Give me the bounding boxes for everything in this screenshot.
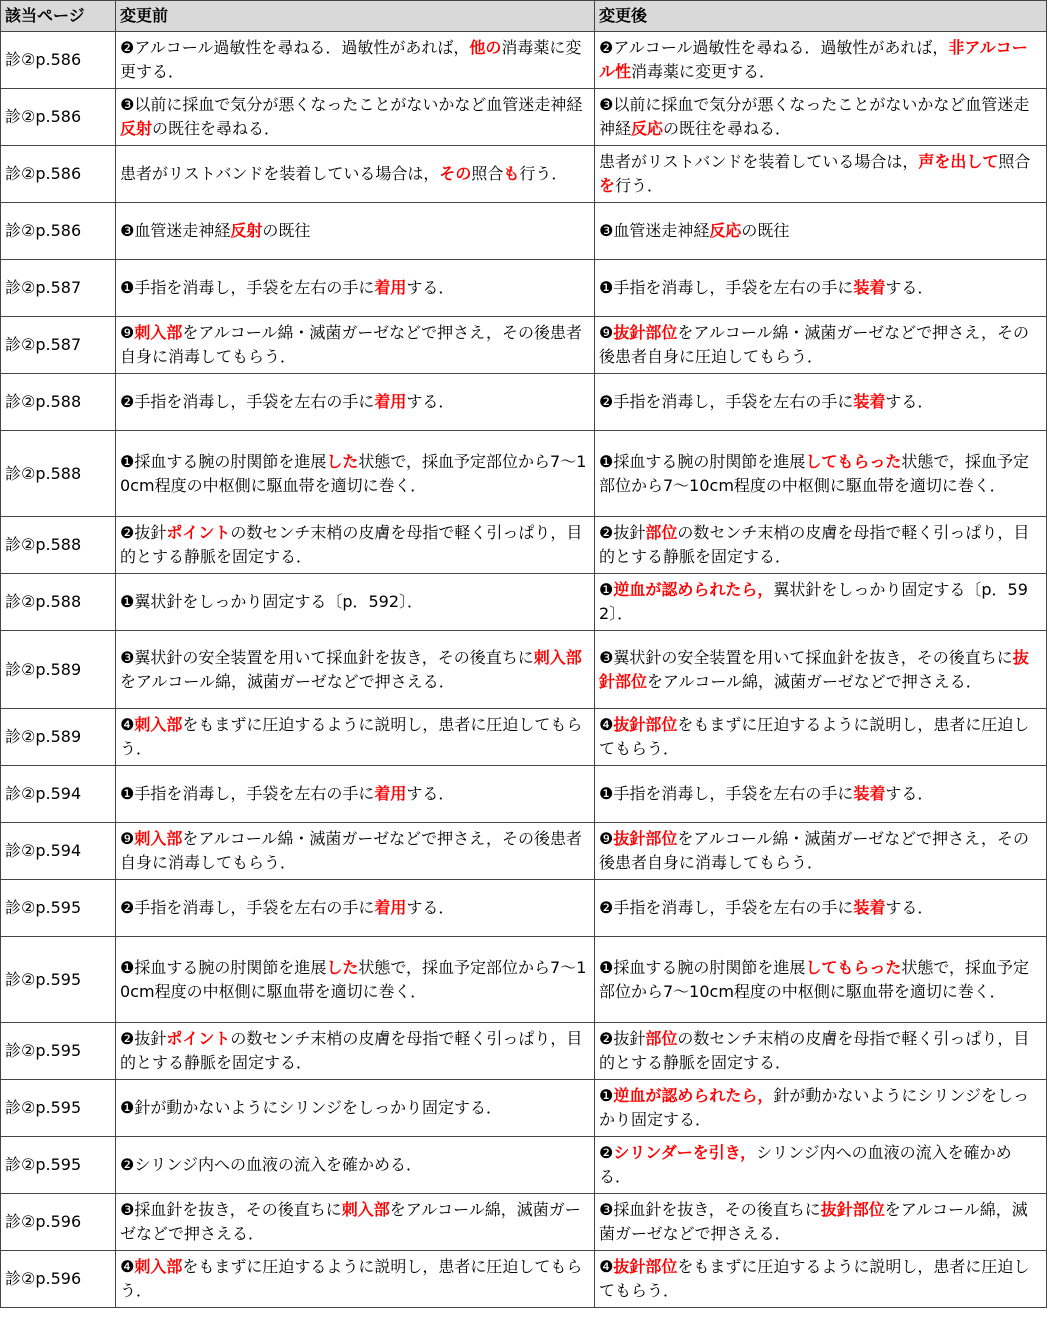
table-row: [1, 374, 1047, 431]
page-ref: 診②p.588: [1, 574, 116, 631]
before-text: [116, 709, 595, 766]
changed-text: 着用: [374, 898, 407, 917]
before-text: [116, 631, 595, 709]
changed-text: その: [439, 164, 472, 183]
text-segment: をもまずに圧迫するように説明し，患者に圧迫してもらう．: [120, 715, 583, 758]
before-text: [116, 374, 595, 431]
changed-text: 刺入部: [134, 1257, 183, 1276]
text-segment: ❸採血針を抜き，その後直ちに: [599, 1200, 821, 1219]
after-text: [595, 1080, 1047, 1137]
changed-text: 抜針部位: [613, 1257, 678, 1276]
text-segment: ❷手指を消毒し，手袋を左右の手に: [599, 392, 854, 411]
text-segment: ❶: [599, 580, 614, 599]
text-segment: ❹: [599, 715, 614, 734]
text-segment: ❷手指を消毒し，手袋を左右の手に: [599, 898, 854, 917]
changed-text: 装着: [853, 898, 886, 917]
text-segment: シリンジ内への血液の流入を確かめる．: [599, 1143, 1012, 1186]
text-segment: 消毒薬に変更する．: [120, 38, 582, 81]
text-segment: ❶手指を消毒し，手袋を左右の手に: [120, 784, 375, 803]
page-ref: 診②p.595: [1, 1080, 116, 1137]
page-ref: 診②p.587: [1, 317, 116, 374]
after-text: [595, 89, 1047, 146]
text-segment: をアルコール綿，滅菌ガーゼなどで押さえる．: [120, 1200, 581, 1243]
text-segment: 患者がリストバンドを装着している場合は，: [599, 152, 919, 171]
text-segment: をアルコール綿，滅菌ガーゼなどで押さえる．: [599, 1200, 1028, 1243]
text-segment: の数センチ末梢の皮膚を母指で軽く引っぱり，目的とする静脈を固定する．: [120, 523, 583, 566]
text-segment: ❶手指を消毒し，手袋を左右の手に: [599, 784, 854, 803]
page-ref: 診②p.586: [1, 32, 116, 89]
after-text: [595, 1194, 1047, 1251]
before-text: [116, 1023, 595, 1080]
changed-text: 刺入部: [341, 1200, 390, 1219]
before-text: [116, 32, 595, 89]
before-text: [116, 146, 595, 203]
changed-text: 抜針部位: [599, 647, 1029, 691]
text-segment: ❶: [599, 1086, 614, 1105]
table-row: [1, 32, 1047, 89]
text-segment: の数センチ末梢の皮膚を母指で軽く引っぱり，目的とする静脈を固定する．: [599, 523, 1030, 566]
text-segment: ❷手指を消毒し，手袋を左右の手に: [120, 898, 375, 917]
before-text: [116, 766, 595, 823]
text-segment: をもまずに圧迫するように説明し，患者に圧迫してもらう．: [599, 715, 1030, 758]
table-row: [1, 1251, 1047, 1308]
page-ref: 診②p.595: [1, 1137, 116, 1194]
text-segment: ❹: [599, 1257, 614, 1276]
text-segment: ❾: [599, 829, 614, 848]
text-segment: 行う．: [519, 164, 568, 183]
text-segment: 消毒薬に変更する．: [631, 62, 776, 81]
after-text: [595, 709, 1047, 766]
text-segment: ❶採血する腕の肘関節を進展: [120, 957, 327, 977]
table-row: [1, 431, 1047, 517]
before-text: [116, 823, 595, 880]
text-segment: 照合: [471, 164, 504, 183]
table-row: [1, 937, 1047, 1023]
text-segment: ❷抜針: [120, 523, 167, 542]
changed-text: 反応: [631, 119, 664, 138]
page-ref: 診②p.588: [1, 517, 116, 574]
changed-text: 装着: [853, 392, 886, 411]
text-segment: する．: [406, 898, 455, 917]
changed-text: 逆血が認められたら，: [613, 1086, 774, 1105]
page-ref: 診②p.596: [1, 1251, 116, 1308]
text-segment: をもまずに圧迫するように説明し，患者に圧迫してもらう．: [599, 1257, 1030, 1300]
text-segment: をアルコール綿・滅菌ガーゼなどで押さえ，その後患者自身に消毒してもらう．: [120, 323, 583, 366]
before-text: [116, 260, 595, 317]
before-text: [116, 317, 595, 374]
table-row: [1, 709, 1047, 766]
table-body: [1, 32, 1047, 1308]
changed-text: 抜針部位: [613, 715, 678, 734]
after-text: [595, 1023, 1047, 1080]
text-segment: ❶採血する腕の肘関節を進展: [599, 451, 806, 471]
page-ref: 診②p.588: [1, 431, 116, 517]
text-segment: ❹: [120, 1257, 135, 1276]
after-text: [595, 937, 1047, 1023]
changed-text: 他の: [469, 38, 502, 57]
text-segment: ❸翼状針の安全装置を用いて採血針を抜き，その後直ちに: [599, 647, 1013, 667]
text-segment: ❶採血する腕の肘関節を進展: [120, 451, 327, 471]
text-segment: する．: [885, 392, 934, 411]
table-row: [1, 1137, 1047, 1194]
text-segment: ❸採血針を抜き，その後直ちに: [120, 1200, 342, 1219]
page-ref: 診②p.595: [1, 937, 116, 1023]
before-text: [116, 431, 595, 517]
table-row: [1, 880, 1047, 937]
text-segment: 状態で，採血予定部位から7～10cm程度の中枢側に駆血帯を適切に巻く．: [599, 957, 1030, 1001]
changed-text: 装着: [853, 784, 886, 803]
text-segment: をアルコール綿・滅菌ガーゼなどで押さえ，その後患者自身に消毒してもらう．: [599, 829, 1030, 872]
table-row: [1, 260, 1047, 317]
text-segment: 翼状針をしっかり固定する〔p．592〕．: [599, 580, 1028, 623]
table-row: [1, 203, 1047, 260]
changed-text: ポイント: [166, 523, 231, 542]
changed-text: 着用: [374, 784, 407, 803]
header-row: [1, 1, 1047, 32]
text-segment: の数センチ末梢の皮膚を母指で軽く引っぱり，目的とする静脈を固定する．: [599, 1029, 1030, 1072]
page-ref: 診②p.594: [1, 766, 116, 823]
text-segment: の既往を尋ねる．: [663, 119, 792, 138]
page-ref: 診②p.589: [1, 709, 116, 766]
changed-text: してもらった: [805, 451, 902, 471]
text-segment: ❸以前に採血で気分が悪くなったことがないかなど血管迷走神経: [120, 95, 583, 114]
before-text: [116, 574, 595, 631]
changed-text: した: [326, 957, 359, 977]
changed-text: 着用: [374, 392, 407, 411]
text-segment: ❶手指を消毒し，手袋を左右の手に: [599, 278, 854, 297]
changed-text: 非アルコール性: [599, 38, 1028, 81]
text-segment: 状態で，採血予定部位から7～10cm程度の中枢側に駆血帯を適切に巻く．: [599, 451, 1030, 495]
before-text: [116, 517, 595, 574]
changed-text: 部位: [645, 523, 678, 542]
before-text: [116, 880, 595, 937]
text-segment: をアルコール綿，滅菌ガーゼなどで押さえる．: [647, 671, 982, 691]
before-text: [116, 937, 595, 1023]
before-text: [116, 1080, 595, 1137]
page-ref: 診②p.586: [1, 203, 116, 260]
changed-text: 装着: [853, 278, 886, 297]
text-segment: ❾: [599, 323, 614, 342]
text-segment: 状態で，採血予定部位から7～10cm程度の中枢側に駆血帯を適切に巻く．: [120, 957, 587, 1001]
table-row: [1, 1194, 1047, 1251]
text-segment: の既往を尋ねる．: [152, 119, 281, 138]
text-segment: ❷抜針: [599, 1029, 646, 1048]
header-before: 変更前: [116, 1, 595, 32]
page-ref: 診②p.586: [1, 89, 116, 146]
page-ref: 診②p.595: [1, 1023, 116, 1080]
after-text: [595, 374, 1047, 431]
text-segment: ❶翼状針をしっかり固定する〔p．592〕．: [120, 592, 424, 611]
text-segment: をアルコール綿・滅菌ガーゼなどで押さえ，その後患者自身に圧迫してもらう．: [599, 323, 1030, 366]
changed-text: 反射: [230, 221, 263, 240]
text-segment: 行う．: [615, 176, 664, 195]
changed-text: 抜針部位: [613, 323, 678, 342]
after-text: [595, 146, 1047, 203]
changed-text: 抜針部位: [820, 1200, 885, 1219]
page-ref: 診②p.595: [1, 880, 116, 937]
page-ref: 診②p.589: [1, 631, 116, 709]
text-segment: の既往: [262, 221, 311, 240]
after-text: [595, 823, 1047, 880]
before-text: [116, 1251, 595, 1308]
after-text: [595, 880, 1047, 937]
text-segment: ❸以前に採血で気分が悪くなったことがないかなど血管迷走神経: [599, 95, 1030, 138]
after-text: [595, 32, 1047, 89]
after-text: [595, 517, 1047, 574]
after-text: [595, 1251, 1047, 1308]
text-segment: ❶針が動かないようにシリンジをしっかり固定する．: [120, 1098, 502, 1117]
text-segment: 状態で，採血予定部位から7～10cm程度の中枢側に駆血帯を適切に巻く．: [120, 451, 587, 495]
table-row: [1, 146, 1047, 203]
text-segment: ❷シリンジ内への血液の流入を確かめる．: [120, 1155, 422, 1174]
table-row: [1, 1023, 1047, 1080]
changed-text: 反射: [120, 119, 153, 138]
changed-text: 逆血が認められたら，: [613, 580, 774, 599]
changed-text: 反応: [709, 221, 742, 240]
text-segment: ❷手指を消毒し，手袋を左右の手に: [120, 392, 375, 411]
table-row: [1, 517, 1047, 574]
page-ref: 診②p.596: [1, 1194, 116, 1251]
changed-text: 声を出して: [918, 152, 999, 171]
text-segment: の既往: [741, 221, 790, 240]
before-text: [116, 1194, 595, 1251]
page-ref: 診②p.587: [1, 260, 116, 317]
changed-text: 部位: [645, 1029, 678, 1048]
text-segment: ❶手指を消毒し，手袋を左右の手に: [120, 278, 375, 297]
changed-text: も: [503, 164, 520, 183]
changed-text: 刺入部: [533, 647, 582, 667]
text-segment: ❸血管迷走神経: [120, 221, 231, 240]
text-segment: をもまずに圧迫するように説明し，患者に圧迫してもらう．: [120, 1257, 583, 1300]
text-segment: ❷抜針: [120, 1029, 167, 1048]
text-segment: ❾: [120, 323, 135, 342]
text-segment: する．: [406, 278, 455, 297]
after-text: [595, 766, 1047, 823]
table-row: [1, 317, 1047, 374]
text-segment: 患者がリストバンドを装着している場合は，: [120, 164, 440, 183]
changed-text: 刺入部: [134, 323, 183, 342]
text-segment: をアルコール綿・滅菌ガーゼなどで押さえ，その後患者自身に消毒してもらう．: [120, 829, 583, 872]
changed-text: 刺入部: [134, 715, 183, 734]
changed-text: シリンダーを引き，: [613, 1143, 757, 1162]
header-page: 該当ページ: [1, 1, 116, 32]
after-text: [595, 260, 1047, 317]
text-segment: の数センチ末梢の皮膚を母指で軽く引っぱり，目的とする静脈を固定する．: [120, 1029, 583, 1072]
after-text: [595, 431, 1047, 517]
table-row: [1, 823, 1047, 880]
text-segment: ❸血管迷走神経: [599, 221, 710, 240]
text-segment: する．: [406, 784, 455, 803]
text-segment: をアルコール綿，滅菌ガーゼなどで押さえる．: [120, 671, 455, 691]
changed-text: 着用: [374, 278, 407, 297]
after-text: [595, 574, 1047, 631]
changed-text: を: [599, 176, 616, 195]
text-segment: する．: [885, 278, 934, 297]
text-segment: 針が動かないようにシリンジをしっかり固定する．: [599, 1086, 1029, 1129]
changed-text: 抜針部位: [613, 829, 678, 848]
changed-text: してもらった: [805, 957, 902, 977]
before-text: [116, 89, 595, 146]
changed-text: 刺入部: [134, 829, 183, 848]
text-segment: ❶採血する腕の肘関節を進展: [599, 957, 806, 977]
text-segment: する．: [406, 392, 455, 411]
text-segment: ❷抜針: [599, 523, 646, 542]
page-ref: 診②p.594: [1, 823, 116, 880]
text-segment: 照合: [998, 152, 1031, 171]
changed-text: ポイント: [166, 1029, 231, 1048]
after-text: [595, 317, 1047, 374]
table-row: [1, 574, 1047, 631]
text-segment: ❾: [120, 829, 135, 848]
table-row: [1, 631, 1047, 709]
after-text: [595, 1137, 1047, 1194]
text-segment: ❹: [120, 715, 135, 734]
after-text: [595, 631, 1047, 709]
changed-text: した: [326, 451, 359, 471]
before-text: [116, 1137, 595, 1194]
after-text: [595, 203, 1047, 260]
page-ref: 診②p.588: [1, 374, 116, 431]
text-segment: ❸翼状針の安全装置を用いて採血針を抜き，その後直ちに: [120, 647, 534, 667]
text-segment: する．: [885, 898, 934, 917]
page-ref: 診②p.586: [1, 146, 116, 203]
text-segment: ❷アルコール過敏性を尋ねる．過敏性があれば，: [120, 38, 470, 57]
table-row: [1, 766, 1047, 823]
text-segment: ❷アルコール過敏性を尋ねる．過敏性があれば，: [599, 38, 949, 57]
header-after: 変更後: [595, 1, 1047, 32]
table-row: [1, 1080, 1047, 1137]
table-row: [1, 89, 1047, 146]
text-segment: ❷: [599, 1143, 614, 1162]
text-segment: する．: [885, 784, 934, 803]
before-text: [116, 203, 595, 260]
